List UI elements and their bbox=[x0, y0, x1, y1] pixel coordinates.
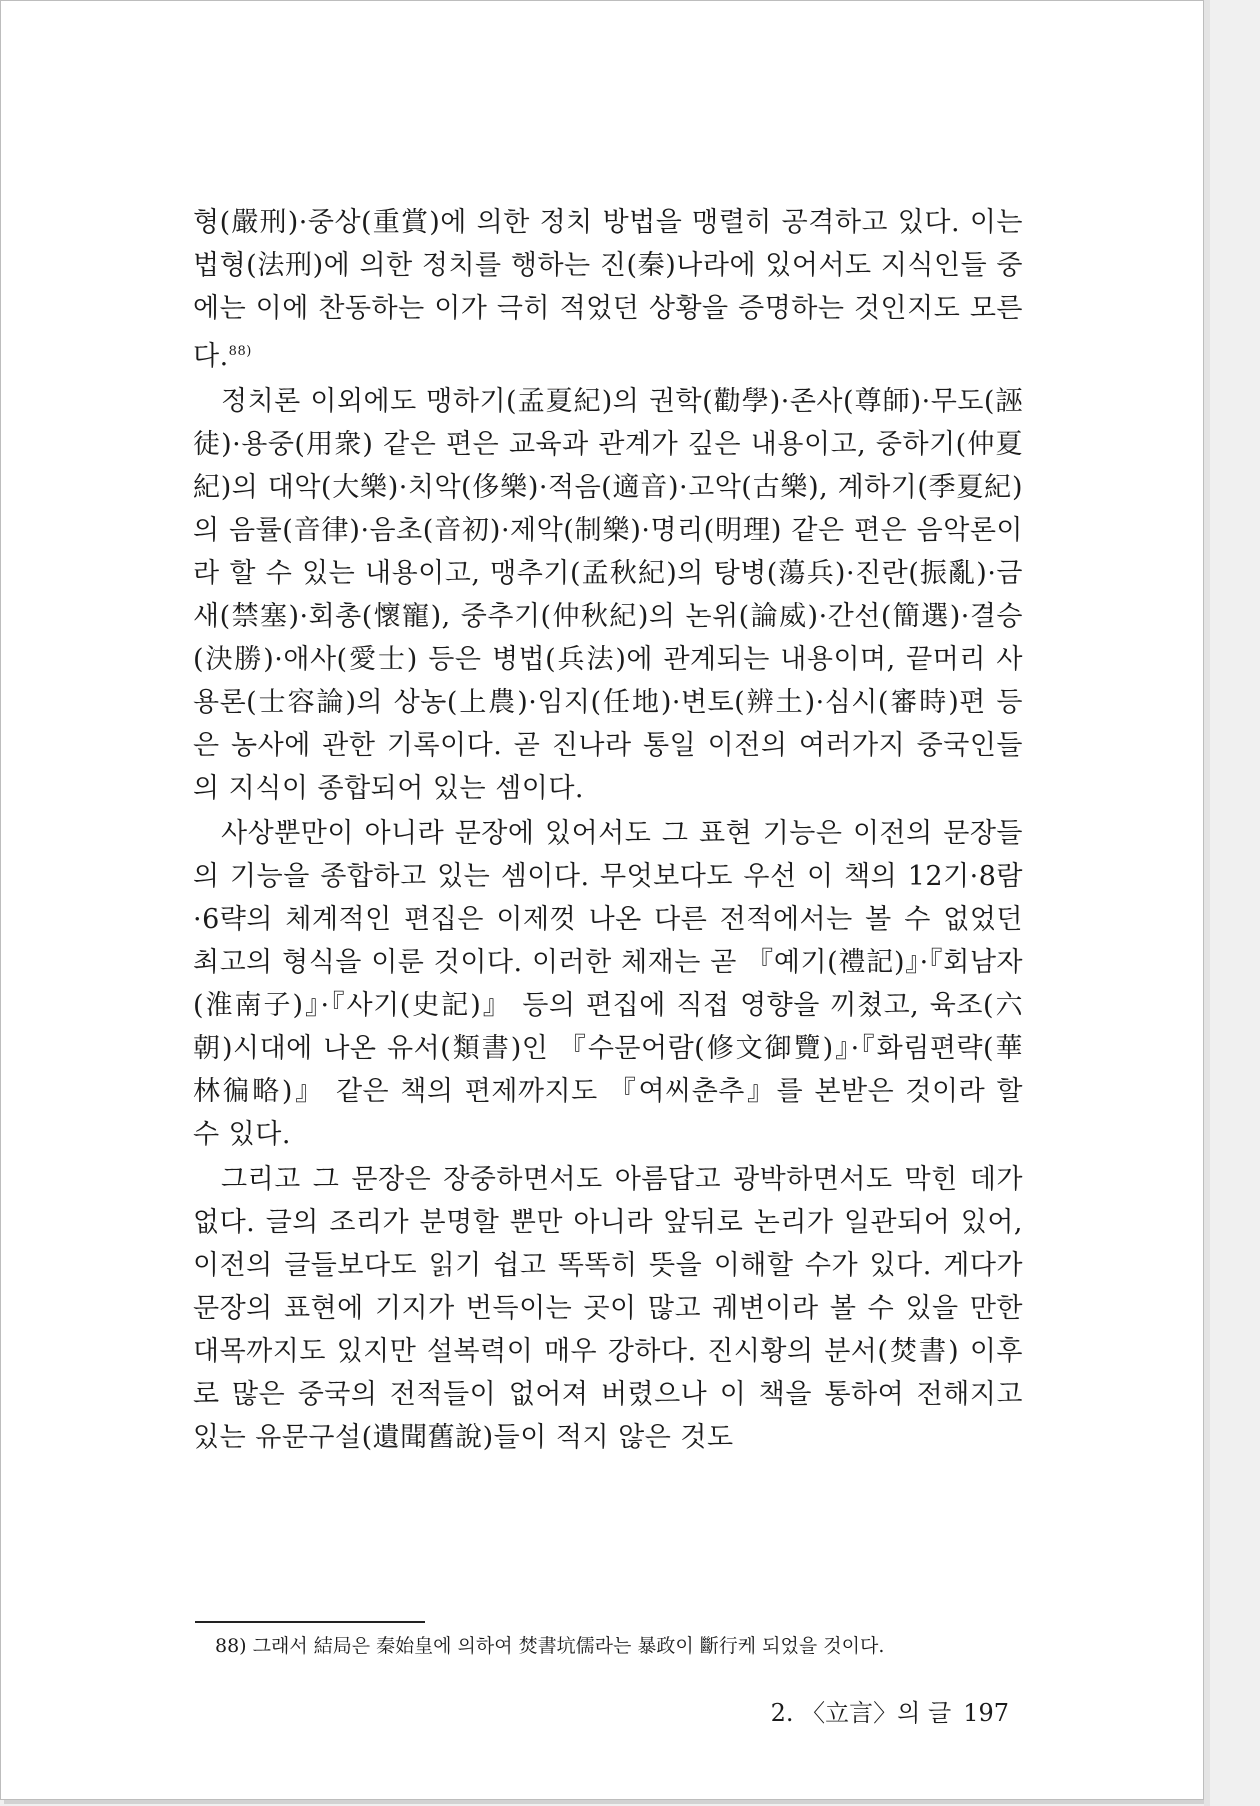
paragraph-1 bbox=[193, 201, 1023, 378]
footnote-divider bbox=[195, 1621, 425, 1623]
running-title: 2. 〈立言〉의 글 bbox=[770, 1699, 952, 1727]
running-footer bbox=[769, 1693, 1009, 1728]
page-edge bbox=[1204, 0, 1210, 1806]
paragraph-1-text: 형(嚴刑)·중상(重賞)에 의한 정치 방법을 맹렬히 공격하고 있다. 이는 법형(法刑)에 의한 정치를 행하는 진(秦)나라에 있어서도 지식인들 중에는 이에 찬동하는 이가 극히 적었던 상황을 증명하는 것인지도 모른다. bbox=[193, 207, 1023, 372]
page-number: 197 bbox=[963, 1699, 1009, 1727]
footnote-reference: 88) bbox=[228, 344, 252, 359]
paragraph-2: 정치론 이외에도 맹하기(孟夏紀)의 권학(勸學)·존사(尊師)·무도(誣徒)·용중(用衆) 같은 편은 교육과 관계가 깊은 내용이고, 중하기(仲夏紀)의 대악(大樂)·치악(侈樂)·적음(適音)·고악(古樂), 계하기(季夏紀)의 음률(音律)·음초(音初)·제악(制樂)·명리(明理) 같은 편은 음악론이라 할 수 있는 내용이고, 맹추기(孟秋紀)의 탕병(蕩兵)·진란(振亂)·금새(禁塞)·회총(懷寵), 중추기(仲秋紀)의 논위(論威)·간선(簡選)·결승(決勝)·애사(愛士) 등은 병법(兵法)에 관계되는 내용이며, 끝머리 사용론(士容論)의 상농(上農)·임지(任地)·변토(辨土)·심시(審時)편 등은 농사에 관한 기록이다. 곧 진나라 통일 이전의 여러가지 중국인들의 지식이 종합되어 있는 셈이다. bbox=[193, 386, 1023, 804]
paragraph-4: 그리고 그 문장은 장중하면서도 아름답고 광박하면서도 막힌 데가 없다. 글의 조리가 분명할 뿐만 아니라 앞뒤로 논리가 일관되어 있어, 이전의 글들보다도 읽기 쉽고 똑똑히 뜻을 이해할 수가 있다. 게다가 문장의 표현에 기지가 번득이는 곳이 많고 궤변이라 볼 수 있을 만한 대목까지도 있지만 설복력이 매우 강하다. 진시황의 분서(焚書) 이후로 많은 중국의 전적들이 없어져 버렸으나 이 책을 통하여 전해지고 있는 유문구설(遺聞舊說)들이 적지 않은 것도 bbox=[193, 1164, 1023, 1453]
footnote: 88) 그래서 結局은 秦始皇에 의하여 焚書坑儒라는 暴政이 斷行케 되었을 것이다. bbox=[215, 1635, 885, 1657]
paragraph-3: 사상뿐만이 아니라 문장에 있어서도 그 표현 기능은 이전의 문장들의 기능을 종합하고 있는 셈이다. 무엇보다도 우선 이 책의 12기·8람·6략의 체계적인 편집은 이제껏 나온 다른 전적에서는 볼 수 없었던 최고의 형식을 이룬 것이다. 이러한 체재는 곧 『예기(禮記)』·『회남자(淮南子)』·『사기(史記)』 등의 편집에 직접 영향을 끼쳤고, 육조(六朝)시대에 나온 유서(類書)인 『수문어람(修文御覽)』·『화림편략(華林徧略)』 같은 책의 편제까지도 『여씨춘추』를 본받은 것이라 할 수 있다. bbox=[193, 818, 1023, 1150]
body-text bbox=[193, 201, 1023, 1459]
